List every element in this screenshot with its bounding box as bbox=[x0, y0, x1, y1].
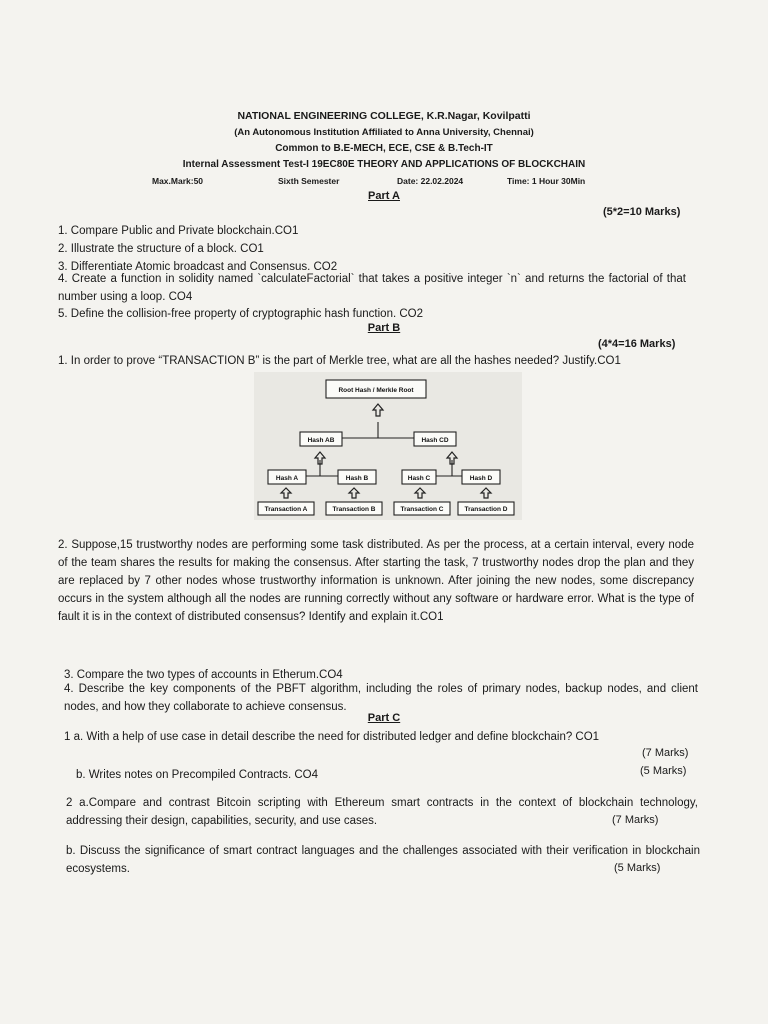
part-c-q1b: b. Writes notes on Precompiled Contracts. CO4 bbox=[76, 769, 319, 781]
max-mark: Max.Mark:50 bbox=[152, 176, 204, 186]
tx-d-label: Transaction D bbox=[464, 506, 508, 513]
exam-time: Time: 1 Hour 30Min bbox=[507, 176, 586, 186]
hash-cd-label: Hash CD bbox=[421, 437, 449, 444]
arrow-up-d bbox=[481, 488, 491, 498]
tx-b-label: Transaction B bbox=[332, 506, 376, 513]
part-c-q2a: 2 a.Compare and contrast Bitcoin scripting with Ethereum smart contracts in the context of blockchain technology, addressing their design, capabilities, security, and use cases. bbox=[66, 797, 698, 827]
merkle-tree-diagram bbox=[254, 372, 522, 520]
college-name: NATIONAL ENGINEERING COLLEGE, K.R.Nagar, Kovilpatti bbox=[237, 110, 531, 122]
arrow-up-c bbox=[415, 488, 425, 498]
part-a-q1: 1. Compare Public and Private blockchain.CO1 bbox=[58, 225, 299, 237]
part-c-q2b: b. Discuss the significance of smart contract languages and the challenges associated with their verification in blockchain ecosystems. bbox=[66, 845, 700, 875]
hash-ab-label: Hash AB bbox=[307, 437, 335, 444]
hash-b-label: Hash B bbox=[345, 475, 369, 482]
hash-d-label: Hash D bbox=[469, 475, 493, 482]
arrow-up-a bbox=[281, 488, 291, 498]
part-c-q1a: 1 a. With a help of use case in detail describe the need for distributed ledger and define blockchain? CO1 bbox=[64, 731, 600, 743]
part-c-q1a-marks: (7 Marks) bbox=[642, 747, 689, 759]
test-title: Internal Assessment Test-I 19EC80E THEORY AND APPLICATIONS OF BLOCKCHAIN bbox=[182, 159, 586, 170]
part-c-title: Part C bbox=[367, 712, 401, 724]
arrow-up-root bbox=[373, 404, 383, 416]
part-c-q1b-marks: (5 Marks) bbox=[640, 765, 687, 777]
part-a-q2: 2. Illustrate the structure of a block. CO1 bbox=[58, 243, 264, 255]
part-b-marks: (4*4=16 Marks) bbox=[598, 338, 676, 350]
tx-c-label: Transaction C bbox=[400, 506, 444, 513]
part-b-q2: 2. Suppose,15 trustworthy nodes are performing some task distributed. As per the process, at a certain interval, every node of the team shares the results for making the consensus. After starting the task, 7 trustworthy nodes drop the plan and they are replaced by 7 other nodes whose trustworthy information is unknown. After joining the new nodes, some discrepancy occurs in the system although all the nodes are running correctly without any software or hardware error. What is the type of fault it is in the context of distributed consensus? Identify and explain it.CO1 bbox=[58, 539, 694, 623]
root-hash-label: Root Hash / Merkle Root bbox=[338, 387, 414, 394]
part-b-title: Part B bbox=[367, 322, 401, 334]
hash-a-label: Hash A bbox=[275, 475, 299, 482]
part-c-q2b-marks: (5 Marks) bbox=[614, 862, 661, 874]
part-a-title: Part A bbox=[368, 190, 400, 202]
semester: Sixth Semester bbox=[278, 176, 340, 186]
part-b-q3: 3. Compare the two types of accounts in Etherum.CO4 bbox=[64, 669, 343, 681]
part-b-q1: 1. In order to prove “TRANSACTION B” is the part of Merkle tree, what are all the hashes needed? Justify.CO1 bbox=[58, 355, 621, 367]
arrow-up-b bbox=[349, 488, 359, 498]
part-c-q2a-marks: (7 Marks) bbox=[612, 814, 659, 826]
tx-a-label: Transaction A bbox=[264, 506, 308, 513]
exam-date: Date: 22.02.2024 bbox=[397, 176, 464, 186]
part-b-q4: 4. Describe the key components of the PBFT algorithm, including the roles of primary nodes, backup nodes, and client nodes, and how they collaborate to achieve consensus. bbox=[64, 683, 698, 713]
part-a-marks: (5*2=10 Marks) bbox=[603, 206, 681, 218]
common-programs: Common to B.E-MECH, ECE, CSE & B.Tech-IT bbox=[275, 143, 493, 154]
hash-c-label: Hash C bbox=[407, 475, 431, 482]
college-affiliation: (An Autonomous Institution Affiliated to Anna University, Chennai) bbox=[234, 127, 534, 138]
part-a-q4: 4. Create a function in solidity named `calculateFactorial` that takes a positive integer `n` and returns the factorial of that number using a loop. CO4 bbox=[58, 273, 686, 303]
part-a-q3: 3. Differentiate Atomic broadcast and Consensus. CO2 bbox=[58, 261, 338, 273]
part-a-q5: 5. Define the collision-free property of cryptographic hash function. CO2 bbox=[58, 308, 423, 320]
